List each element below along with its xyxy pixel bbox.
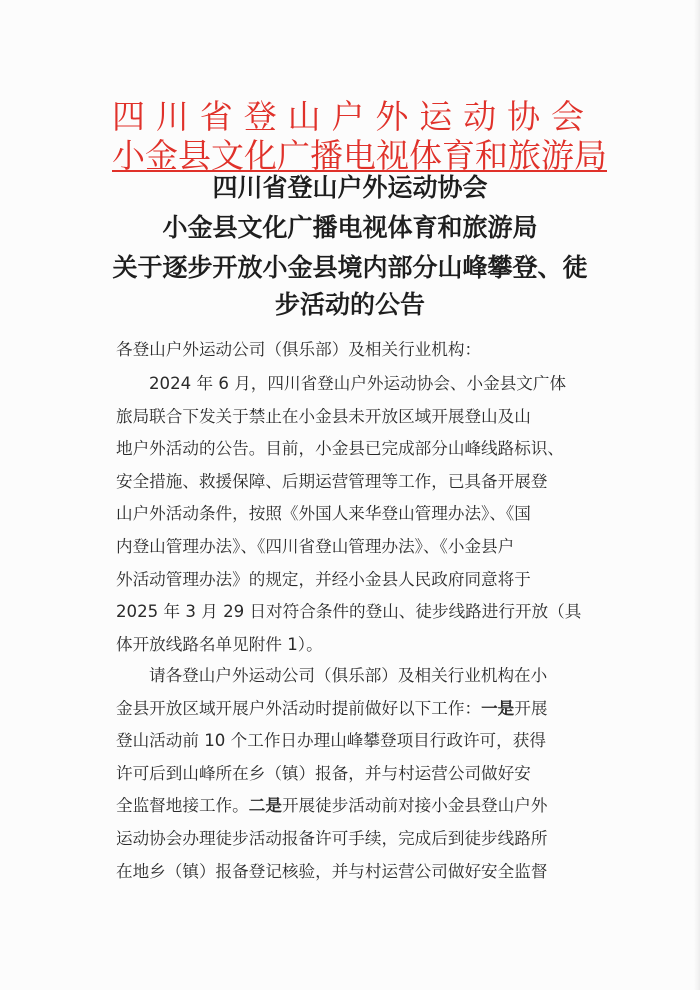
para2-line bbox=[116, 790, 586, 823]
paragraph-1 bbox=[116, 368, 586, 661]
page-edge-shadow bbox=[694, 0, 700, 990]
emphasis-second: 二是 bbox=[248, 796, 282, 816]
title-line-3: 关于逐步开放小金县境内部分山峰攀登、徒 bbox=[112, 253, 588, 282]
para1-line: 山户外活动条件，按照《外国人来华登山管理办法》、《国 bbox=[116, 504, 531, 524]
para2-text: 开展 bbox=[514, 698, 548, 718]
para2-line: 请各登山户外运动公司（俱乐部）及相关行业机构在小 bbox=[149, 666, 548, 685]
para2-line bbox=[116, 693, 586, 726]
para1-line: 2024 年 6 月，四川省登山户外运动协会、小金县文广体 bbox=[149, 374, 567, 393]
paragraph-2 bbox=[116, 660, 586, 888]
red-header-org-2: 小金县文化广播电视体育和旅游局 bbox=[112, 136, 607, 175]
para2-line: 运动协会办理徒步活动报备许可手续，完成后到徒步线路所 bbox=[116, 828, 548, 848]
para2-line: 许可后到山峰所在乡（镇）报备，并与村运营公司做好安 bbox=[116, 763, 531, 783]
para1-line: 外活动管理办法》的规定，并经小金县人民政府同意将于 bbox=[116, 569, 531, 589]
para1-line: 旅局联合下发关于禁止在小金县未开放区域开展登山及山 bbox=[116, 406, 531, 426]
salutation: 各登山户外运动公司（俱乐部）及相关行业机构： bbox=[116, 340, 482, 359]
emphasis-first: 一是 bbox=[481, 698, 515, 718]
title-line-2: 小金县文化广播电视体育和旅游局 bbox=[162, 213, 538, 242]
para1-line: 体开放线路名单见附件 1）。 bbox=[116, 634, 323, 654]
para1-line: 安全措施、救援保障、后期运营管理等工作，已具备开展登 bbox=[116, 471, 548, 491]
para2-line: 登山活动前 10 个工作日办理山峰攀登项目行政许可，获得 bbox=[116, 731, 546, 751]
title-line-1: 四川省登山户外运动协会 bbox=[212, 173, 488, 202]
para2-line: 在地乡（镇）报备登记核验，并与村运营公司做好安全监督 bbox=[116, 861, 548, 881]
para2-text: 全监督地接工作。 bbox=[116, 796, 249, 816]
para1-line: 内登山管理办法》、《四川省登山管理办法》、《小金县户 bbox=[116, 536, 515, 556]
para1-line: 2025 年 3 月 29 日对符合条件的登山、徒步线路进行开放（具 bbox=[116, 602, 582, 622]
para1-line: 地户外活动的公告。目前，小金县已完成部分山峰线路标识、 bbox=[116, 439, 565, 459]
para2-text: 金县开放区域开展户外活动时提前做好以下工作： bbox=[116, 698, 482, 718]
red-header-org-1: 四川省登山户外运动协会 bbox=[112, 97, 590, 136]
para2-text: 开展徒步活动前对接小金县登山户外 bbox=[281, 796, 548, 816]
title-line-4: 步活动的公告 bbox=[274, 290, 425, 319]
